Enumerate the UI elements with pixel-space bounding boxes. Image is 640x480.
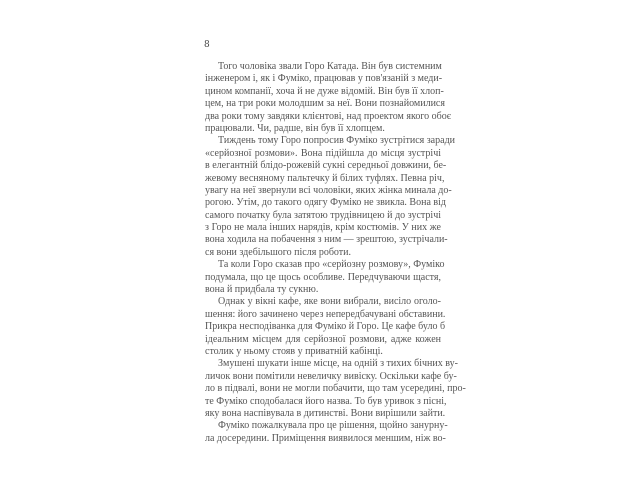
text-line: самого початку була затятою трудівницею й до зустрічі: [205, 209, 441, 221]
text-line: інженером і, як і Фуміко, працював у пов'язаній з меди-: [205, 73, 443, 85]
text-line: яку вона наспівувала в дитинстві. Вони вирішили зайти.: [205, 407, 446, 419]
text-line: подумала, що це щось особливе. Передчуваючи щастя,: [205, 271, 441, 283]
text-line: Того чоловіка звали Горо Катада. Він був системним: [218, 61, 442, 72]
text-line: личок вони помітили невеличку вивіску. Оскільки кафе бу-: [205, 370, 457, 382]
text-line: Змушені шукати інше місце, на одній з тихих бічних ву-: [218, 358, 458, 370]
text-line: рогою. Утім, до такого одягу Фуміко не звикла. Вона від: [205, 197, 446, 209]
text-line: Та коли Горо сказав про «серйозну розмову», Фуміко: [218, 259, 445, 271]
text-line: Фуміко пожалкувала про це рішення, щойно занурну-: [218, 420, 448, 432]
text-line: «серйозної розмови». Вона підійшла до місця зустрічі: [205, 147, 441, 159]
text-line: Прикра несподіванка для Фуміко й Горо. Це кафе було б: [205, 321, 446, 333]
text-line: ся вони здебільшого після роботи.: [205, 246, 351, 258]
text-line: ло в підвалі, вони не могли побачити, що там усередині, про-: [205, 383, 466, 395]
text-line: в елегантній блідо-рожевій сукні середньої довжини, бе-: [205, 160, 447, 172]
text-line: два роки тому завдяки клієнтові, над проектом якого обоє: [205, 110, 452, 122]
text-line: цем, на три роки молодшим за неї. Вони познайомилися: [205, 98, 445, 110]
page-number: 8: [204, 40, 210, 50]
text-line: ідеальним місцем для серйозної розмови, адже кожен: [205, 333, 441, 345]
text-line: працювали. Чи, радше, він був її хлопцем.: [205, 122, 385, 134]
text-line: цином компанії, хоча й не дуже відомій. Він був її хлоп-: [205, 85, 444, 97]
text-line: Однак у вікні кафе, яке вони вибрали, висіло оголо-: [218, 296, 441, 308]
text-line: столик у ньому стояв у приватній кабінці.: [205, 345, 383, 357]
text-line: вона ходила на побачення з ним — зрештою, зустрічали-: [205, 234, 448, 246]
body-text: [205, 61, 466, 445]
text-line: увагу на неї звернули всі чоловіки, яких жінка минала до-: [205, 184, 452, 196]
text-line: Тиждень тому Горо попросив Фуміко зустрітися заради: [218, 135, 456, 147]
text-line: жевому весняному пальтечку й білих туфлях. Певна річ,: [205, 172, 445, 184]
text-line: те Фуміко сподобалася його назва. То був уривок з пісні,: [205, 395, 447, 407]
text-line: ла досередини. Приміщення виявилося меншим, ніж во-: [205, 432, 446, 444]
text-line: шення: його зачинено через непередбачувані обставини.: [205, 308, 446, 320]
text-line: з Горо не мала інших нарядів, крім костюмів. У них же: [205, 222, 441, 234]
text-line: вона й придбала ту сукню.: [205, 284, 319, 296]
